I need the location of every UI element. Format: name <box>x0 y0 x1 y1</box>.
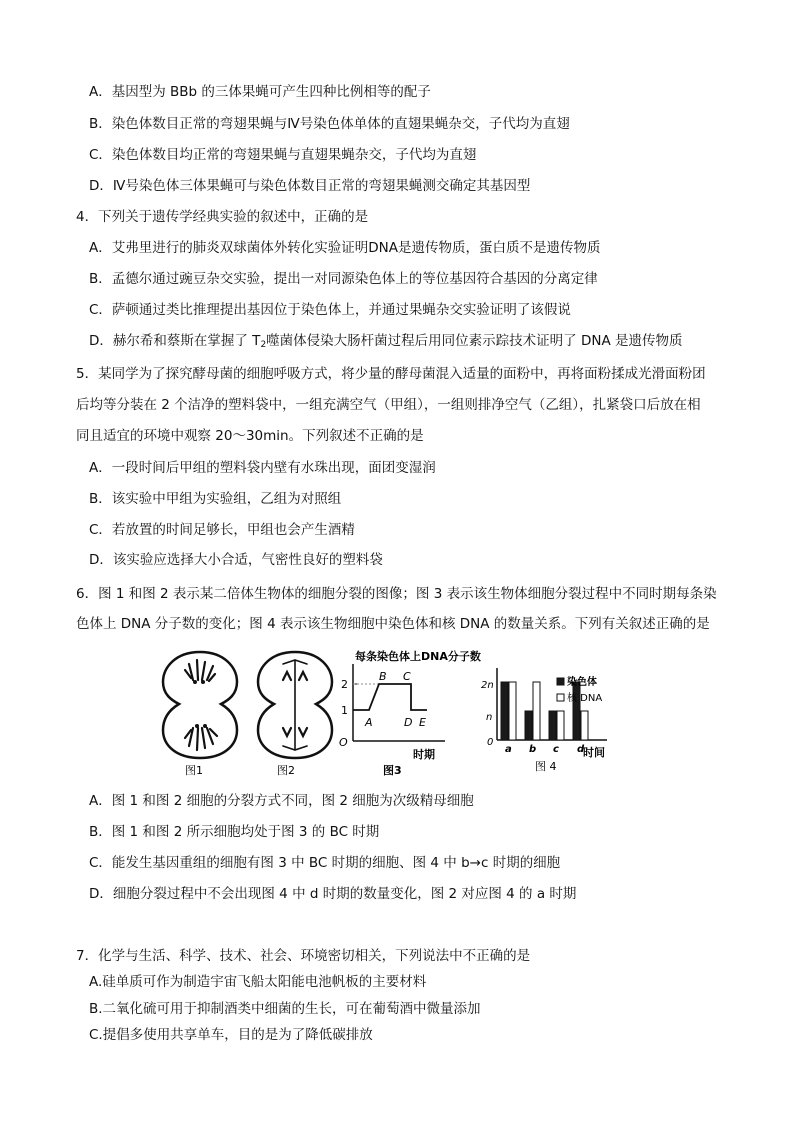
fig4-category-a: a <box>505 744 512 755</box>
q3-option-d: D．Ⅳ号染色体三体果蝇可与染色体数目正常的弯翅果蝇测交确定其基因型 <box>89 178 531 194</box>
q6-option-a: A．图 1 和图 2 细胞的分裂方式不同，图 2 细胞为次级精母细胞 <box>89 793 474 809</box>
q4-stem: 4．下列关于遗传学经典实验的叙述中，正确的是 <box>76 209 369 225</box>
q6-option-d: D．细胞分裂过程中不会出现图 4 中 d 时期的数量变化，图 2 对应图 4 的 a 时期 <box>89 886 577 902</box>
fig4-legend-dna: 核 DNA <box>567 693 603 704</box>
q5-option-c: C．若放置的时间足够长，甲组也会产生酒精 <box>89 522 355 538</box>
fig4-bar-a-dna <box>509 682 516 740</box>
fig3-point-d: D <box>404 716 413 729</box>
fig3-point-b: B <box>379 670 387 683</box>
q4-option-d-post: 噬菌体侵染大肠杆菌过程后用同位素示踪技术证明了 DNA 是遗传物质 <box>266 333 683 349</box>
q4-option-a: A．艾弗里进行的肺炎双球菌体外转化实验证明DNA是遗传物质，蛋白质不是遗传物质 <box>89 240 601 256</box>
fig4-bar-b-chromosome <box>525 711 532 740</box>
fig3-point-e: E <box>419 716 426 729</box>
fig4-bar-c-chromosome <box>549 711 556 740</box>
fig3-line <box>353 684 427 710</box>
fig4-bar-b-dna <box>533 682 540 740</box>
fig4-bar-c-dna <box>557 711 564 740</box>
fig4-legend-chromosome: 染色体 <box>567 677 597 688</box>
q5-option-d: D．该实验应选择大小合适，气密性良好的塑料袋 <box>89 552 383 568</box>
fig4-origin: 0 <box>487 737 494 748</box>
q6-stem-line1: 6．图 1 和图 2 表示某二倍体生物体的细胞分裂的图像；图 3 表示该生物体细胞分裂过程中不同时期每条染 <box>76 586 717 602</box>
fig3-ytick-1: 1 <box>341 704 348 717</box>
fig4-bar-a-chromosome <box>501 682 508 740</box>
fig2-cell <box>258 652 332 758</box>
q5-stem-line2: 后均等分装在 2 个洁净的塑料袋中，一组充满空气（甲组），一组则排净空气（乙组），扎紧袋口后放在相 <box>76 397 701 413</box>
q7-stem: 7．化学与生活、科学、技术、社会、环境密切相关，下列说法中不正确的是 <box>76 948 531 964</box>
fig3-point-a: A <box>365 716 373 729</box>
q6-stem-line2: 色体上 DNA 分子数的变化；图 4 表示该生物细胞中染色体和核 DNA 的数量关系。下列有关叙述正确的是 <box>76 616 710 632</box>
fig4-ytick-2n: 2n <box>481 680 494 691</box>
q7-option-b: B.二氧化硫可用于抑制酒类中细菌的生长，可在葡萄酒中微量添加 <box>89 1001 481 1017</box>
fig4-category-c: c <box>553 744 559 755</box>
q4-option-b: B．孟德尔通过豌豆杂交实验，提出一对同源染色体上的等位基因符合基因的分离定律 <box>89 271 598 287</box>
fig4-category-b: b <box>529 744 537 755</box>
q4-option-d <box>89 331 682 355</box>
fig3-label: 图3 <box>383 764 402 777</box>
q6-option-b: B．图 1 和图 2 所示细胞均处于图 3 的 BC 时期 <box>89 824 380 840</box>
fig4-bar-d-dna <box>581 711 588 740</box>
fig3-title: 每条染色体上DNA分子数 <box>355 650 481 663</box>
q5-option-b: B．该实验中甲组为实验组，乙组为对照组 <box>89 491 342 507</box>
fig1-label: 图1 <box>185 764 203 777</box>
fig4-bar-d-chromosome <box>573 682 580 740</box>
fig4-xlabel: 时间 <box>583 746 605 759</box>
fig4-ytick-n: n <box>486 712 493 723</box>
q3-option-b: B．染色体数目正常的弯翅果蝇与Ⅳ号染色体单体的直翅果蝇杂交，子代均为直翅 <box>89 116 570 132</box>
q3-option-c: C．染色体数目均正常的弯翅果蝇与直翅果蝇杂交，子代均为直翅 <box>89 147 477 163</box>
fig3-origin: O <box>339 736 348 749</box>
fig3-chart <box>339 649 481 777</box>
fig4-label: 图 4 <box>535 760 557 773</box>
fig4-legend-chromosome-swatch <box>557 678 564 685</box>
q7-option-a: A.硅单质可作为制造宇宙飞船太阳能电池帆板的主要材料 <box>89 974 427 990</box>
q4-option-d-sub: 2 <box>260 340 267 350</box>
q5-stem-line1: 5．某同学为了探究酵母菌的细胞呼吸方式，将少量的酵母菌混入适量的面粉中，再将面粉揉成光滑面粉团 <box>76 366 706 382</box>
q5-option-a: A．一段时间后甲组的塑料袋内壁有水珠出现，面团变湿润 <box>89 460 436 476</box>
fig1-cell <box>163 652 237 758</box>
fig2-label: 图2 <box>277 764 295 777</box>
q5-stem-line3: 同且适宜的环境中观察 20～30min。下列叙述不正确的是 <box>76 428 424 444</box>
fig4-category-d: d <box>577 744 585 755</box>
fig3-xlabel: 时期 <box>413 748 435 761</box>
q4-option-c: C．萨顿通过类比推理提出基因位于染色体上，并通过果蝇杂交实验证明了该假说 <box>89 302 571 318</box>
fig3-ytick-2: 2 <box>341 678 348 691</box>
q4-option-d-pre: D．赫尔希和蔡斯在掌握了 T <box>89 333 261 349</box>
q6-option-c: C．能发生基因重组的细胞有图 3 中 BC 时期的细胞、图 4 中 b→c 时期的细胞 <box>89 855 561 871</box>
fig4-legend-dna-swatch <box>557 694 564 701</box>
q7-option-c: C.提倡多使用共享单车，目的是为了降低碳排放 <box>89 1027 373 1043</box>
fig4-chart <box>481 668 607 773</box>
q3-option-a: A．基因型为 BBb 的三体果蝇可产生四种比例相等的配子 <box>89 84 431 100</box>
fig3-point-c: C <box>403 670 411 683</box>
q6-figures <box>155 646 625 778</box>
